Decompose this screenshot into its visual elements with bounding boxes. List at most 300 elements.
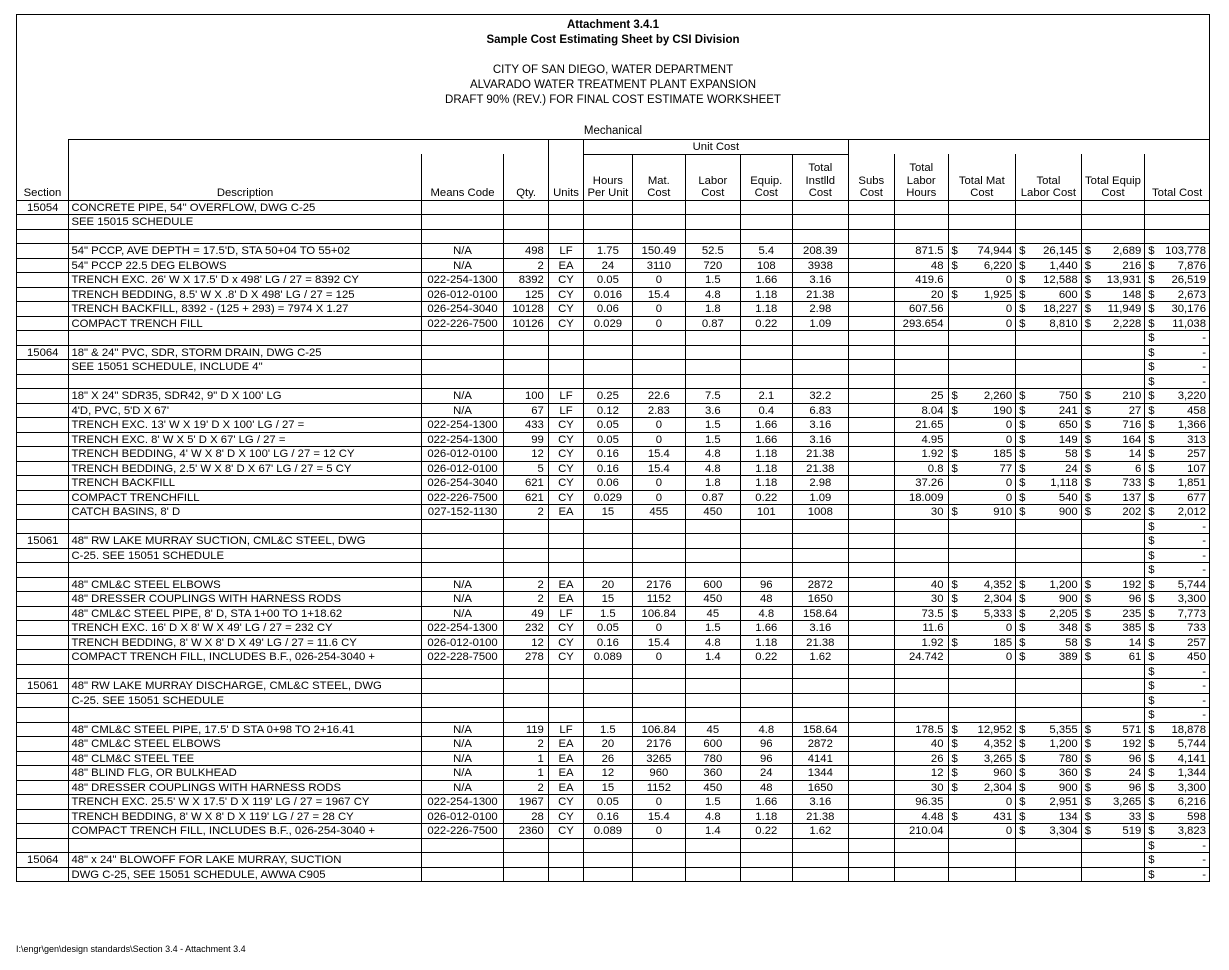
means-code-cell: 026-012-0100 bbox=[421, 447, 504, 462]
total-labor-hours-cell bbox=[895, 853, 948, 868]
amount-value: 96 bbox=[1128, 752, 1142, 765]
table-row bbox=[17, 200, 1210, 215]
total-labor-hours-cell bbox=[895, 563, 948, 578]
col-total-equip-cost bbox=[1081, 154, 1145, 200]
means-code-cell: 022-254-1300 bbox=[421, 795, 504, 810]
units-cell: CY bbox=[548, 432, 583, 447]
amount-value: 571 bbox=[1122, 723, 1142, 736]
amount-value: - bbox=[1202, 665, 1206, 678]
qty-cell bbox=[504, 548, 548, 563]
header-row bbox=[17, 154, 1210, 200]
units-cell: EA bbox=[548, 780, 583, 795]
header-cell bbox=[548, 140, 583, 155]
currency-symbol: $ bbox=[1019, 303, 1026, 315]
amount-value: 202 bbox=[1122, 506, 1142, 518]
description-cell bbox=[69, 374, 421, 389]
amount-value: 900 bbox=[1058, 506, 1078, 518]
total-equip-cost-cell bbox=[1081, 490, 1145, 505]
total-equip-cost-cell bbox=[1081, 476, 1145, 491]
currency-symbol: $ bbox=[1148, 332, 1155, 344]
total-equip-cost-cell bbox=[1081, 621, 1145, 636]
total-cost-cell bbox=[1145, 780, 1210, 795]
amount-value: 750 bbox=[1058, 390, 1078, 402]
hours-per-unit-cell bbox=[584, 360, 632, 375]
total-cost-cell bbox=[1145, 853, 1210, 868]
mat-cost-cell: 106.84 bbox=[632, 606, 685, 621]
means-code-cell: 022-226-7500 bbox=[421, 490, 504, 505]
total-labor-hours-cell bbox=[895, 679, 948, 694]
amount-value: 0 bbox=[1005, 796, 1013, 808]
currency-symbol: $ bbox=[1019, 404, 1026, 417]
currency-symbol: $ bbox=[1019, 274, 1026, 286]
total-equip-cost-cell bbox=[1081, 316, 1145, 331]
currency-symbol: $ bbox=[1148, 404, 1155, 417]
table-row bbox=[17, 708, 1210, 723]
total-labor-hours-cell bbox=[895, 548, 948, 563]
total-mat-cost-cell bbox=[948, 519, 1016, 534]
total-labor-cost-cell bbox=[1016, 766, 1082, 781]
total-instld-cost-cell: 2.98 bbox=[793, 476, 849, 491]
units-cell: CY bbox=[548, 824, 583, 839]
total-instld-cost-cell: 208.39 bbox=[793, 244, 849, 259]
total-instld-cost-cell bbox=[793, 200, 849, 215]
total-cost-cell bbox=[1145, 418, 1210, 433]
currency-symbol: $ bbox=[1019, 578, 1026, 591]
currency-symbol: $ bbox=[1084, 752, 1091, 765]
subs-cost-cell bbox=[848, 664, 894, 679]
subs-cost-cell bbox=[848, 374, 894, 389]
amount-value: 716 bbox=[1122, 419, 1142, 431]
amount-value: 3,300 bbox=[1177, 593, 1206, 605]
amount-value: 11,038 bbox=[1172, 317, 1206, 330]
qty-cell bbox=[504, 693, 548, 708]
amount-value: 313 bbox=[1187, 433, 1206, 446]
currency-symbol: $ bbox=[1148, 346, 1155, 359]
total-labor-cost-cell bbox=[1016, 606, 1082, 621]
units-cell: EA bbox=[548, 766, 583, 781]
equip-cost-cell: 1.66 bbox=[740, 273, 792, 288]
header-line: Cost bbox=[1101, 187, 1125, 199]
section-cell bbox=[17, 505, 69, 520]
qty-cell bbox=[504, 563, 548, 578]
col-subs-cost bbox=[848, 154, 894, 200]
currency-symbol: $ bbox=[1084, 723, 1091, 736]
total-cost-cell bbox=[1145, 273, 1210, 288]
total-mat-cost-cell bbox=[948, 461, 1016, 476]
file-path-footer: I:\engr\gen\design standards\Section 3.4 - Attachment 3.4 bbox=[16, 944, 246, 954]
units-cell: CY bbox=[548, 418, 583, 433]
header-line: Total bbox=[909, 162, 934, 174]
table-row bbox=[17, 650, 1210, 665]
col-total-cost: Total Cost bbox=[1145, 154, 1210, 200]
amount-value: 185 bbox=[993, 448, 1013, 460]
total-equip-cost-cell bbox=[1081, 389, 1145, 404]
subs-cost-cell bbox=[848, 838, 894, 853]
amount-value: 3,823 bbox=[1177, 825, 1206, 837]
currency-symbol: $ bbox=[951, 752, 958, 765]
units-cell: CY bbox=[548, 316, 583, 331]
amount-value: 190 bbox=[993, 404, 1013, 417]
currency-symbol: $ bbox=[951, 245, 958, 257]
subs-cost-cell bbox=[848, 229, 894, 244]
total-labor-hours-cell: 1.92 bbox=[895, 635, 948, 650]
amount-value: 216 bbox=[1122, 259, 1142, 272]
total-mat-cost-cell bbox=[948, 577, 1016, 592]
currency-symbol: $ bbox=[1148, 535, 1155, 547]
col-total-labor-cost bbox=[1016, 154, 1082, 200]
subs-cost-cell bbox=[848, 316, 894, 331]
amount-value: 12,952 bbox=[977, 723, 1013, 736]
labor-cost-cell: 1.5 bbox=[686, 273, 740, 288]
section-cell bbox=[17, 650, 69, 665]
amount-value: 389 bbox=[1058, 651, 1078, 663]
total-labor-cost-cell bbox=[1016, 548, 1082, 563]
currency-symbol: $ bbox=[1148, 477, 1155, 489]
total-instld-cost-cell bbox=[793, 215, 849, 230]
equip-cost-cell bbox=[740, 838, 792, 853]
section-cell bbox=[17, 403, 69, 418]
mat-cost-cell bbox=[632, 853, 685, 868]
equip-cost-cell: 1.18 bbox=[740, 461, 792, 476]
subs-cost-cell bbox=[848, 606, 894, 621]
labor-cost-cell: 720 bbox=[686, 258, 740, 273]
mat-cost-cell: 0 bbox=[632, 316, 685, 331]
hours-per-unit-cell bbox=[584, 664, 632, 679]
means-code-cell bbox=[421, 534, 504, 549]
equip-cost-cell: 0.22 bbox=[740, 824, 792, 839]
total-equip-cost-cell bbox=[1081, 200, 1145, 215]
amount-value: 2,304 bbox=[983, 593, 1013, 605]
subs-cost-cell bbox=[848, 519, 894, 534]
mat-cost-cell: 3265 bbox=[632, 751, 685, 766]
currency-symbol: $ bbox=[1019, 651, 1026, 663]
currency-symbol: $ bbox=[1148, 419, 1155, 431]
amount-value: 148 bbox=[1122, 288, 1142, 301]
total-labor-cost-cell bbox=[1016, 664, 1082, 679]
amount-value: 450 bbox=[1187, 651, 1206, 663]
amount-value: 257 bbox=[1187, 636, 1206, 649]
units-cell: CY bbox=[548, 273, 583, 288]
subs-cost-cell bbox=[848, 273, 894, 288]
total-instld-cost-cell: 3.16 bbox=[793, 432, 849, 447]
total-labor-hours-cell: 96.35 bbox=[895, 795, 948, 810]
total-instld-cost-cell bbox=[793, 534, 849, 549]
means-code-cell bbox=[421, 548, 504, 563]
currency-symbol: $ bbox=[1019, 245, 1026, 257]
amount-value: 3,304 bbox=[1049, 825, 1078, 837]
means-code-cell bbox=[421, 838, 504, 853]
section-cell bbox=[17, 432, 69, 447]
currency-symbol: $ bbox=[1084, 578, 1091, 591]
currency-symbol: $ bbox=[1084, 651, 1091, 663]
amount-value: 3,265 bbox=[983, 752, 1013, 765]
total-mat-cost-cell bbox=[948, 418, 1016, 433]
hours-per-unit-cell: 0.16 bbox=[584, 809, 632, 824]
table-row bbox=[17, 476, 1210, 491]
unit-cost-group-header: Unit Cost bbox=[584, 140, 848, 155]
amount-value: 192 bbox=[1122, 578, 1142, 591]
description-cell: 48" DRESSER COUPLINGS WITH HARNESS RODS bbox=[69, 592, 421, 607]
total-instld-cost-cell: 2872 bbox=[793, 577, 849, 592]
total-equip-cost-cell bbox=[1081, 708, 1145, 723]
amount-value: 6,216 bbox=[1177, 796, 1206, 808]
col-mat-cost bbox=[632, 154, 685, 200]
subs-cost-cell bbox=[848, 867, 894, 882]
subs-cost-cell bbox=[848, 548, 894, 563]
qty-cell: 125 bbox=[504, 287, 548, 302]
means-code-cell: 026-254-3040 bbox=[421, 302, 504, 317]
mat-cost-cell: 1152 bbox=[632, 592, 685, 607]
mat-cost-cell: 0 bbox=[632, 418, 685, 433]
section-cell bbox=[17, 824, 69, 839]
amount-value: 3,220 bbox=[1177, 390, 1206, 402]
table-row bbox=[17, 867, 1210, 882]
header-line: Cost bbox=[970, 187, 994, 199]
hours-per-unit-cell: 20 bbox=[584, 737, 632, 752]
total-labor-cost-cell bbox=[1016, 273, 1082, 288]
total-cost-cell bbox=[1145, 461, 1210, 476]
total-mat-cost-cell bbox=[948, 215, 1016, 230]
header-line: Total Mat bbox=[958, 174, 1005, 187]
equip-cost-cell: 1.18 bbox=[740, 287, 792, 302]
total-labor-hours-cell: 21.65 bbox=[895, 418, 948, 433]
currency-symbol: $ bbox=[951, 259, 958, 272]
total-labor-hours-cell bbox=[895, 838, 948, 853]
mat-cost-cell bbox=[632, 534, 685, 549]
section-cell bbox=[17, 476, 69, 491]
table-row bbox=[17, 331, 1210, 346]
section-cell bbox=[17, 751, 69, 766]
total-instld-cost-cell bbox=[793, 331, 849, 346]
subs-cost-cell bbox=[848, 345, 894, 360]
section-cell bbox=[17, 287, 69, 302]
description-cell: TRENCH BEDDING, 8' W X 8' D X 49' LG / 27 = 11.6 CY bbox=[69, 635, 421, 650]
means-code-cell bbox=[421, 853, 504, 868]
mat-cost-cell bbox=[632, 867, 685, 882]
currency-symbol: $ bbox=[1019, 390, 1026, 402]
total-instld-cost-cell: 158.64 bbox=[793, 606, 849, 621]
currency-symbol: $ bbox=[1148, 462, 1155, 475]
total-instld-cost-cell: 3.16 bbox=[793, 795, 849, 810]
total-labor-cost-cell bbox=[1016, 200, 1082, 215]
hours-per-unit-cell: 0.05 bbox=[584, 418, 632, 433]
subs-cost-cell bbox=[848, 708, 894, 723]
units-cell: CY bbox=[548, 490, 583, 505]
total-equip-cost-cell bbox=[1081, 664, 1145, 679]
qty-cell: 99 bbox=[504, 432, 548, 447]
amount-value: 360 bbox=[1058, 767, 1078, 779]
total-labor-hours-cell: 210.04 bbox=[895, 824, 948, 839]
mat-cost-cell: 0 bbox=[632, 432, 685, 447]
total-labor-hours-cell: 30 bbox=[895, 505, 948, 520]
qty-cell: 2 bbox=[504, 592, 548, 607]
total-labor-cost-cell bbox=[1016, 374, 1082, 389]
currency-symbol: $ bbox=[1084, 245, 1091, 257]
currency-symbol: $ bbox=[1148, 491, 1155, 504]
means-code-cell bbox=[421, 693, 504, 708]
total-labor-cost-cell bbox=[1016, 229, 1082, 244]
amount-value: 0 bbox=[1005, 622, 1013, 634]
qty-cell: 621 bbox=[504, 490, 548, 505]
currency-symbol: $ bbox=[1019, 781, 1026, 794]
description-cell bbox=[69, 331, 421, 346]
means-code-cell: N/A bbox=[421, 577, 504, 592]
total-equip-cost-cell bbox=[1081, 360, 1145, 375]
total-equip-cost-cell bbox=[1081, 258, 1145, 273]
table-row bbox=[17, 258, 1210, 273]
total-labor-hours-cell: 37.26 bbox=[895, 476, 948, 491]
equip-cost-cell: 1.18 bbox=[740, 635, 792, 650]
mat-cost-cell bbox=[632, 374, 685, 389]
total-cost-cell bbox=[1145, 824, 1210, 839]
total-cost-cell bbox=[1145, 679, 1210, 694]
labor-cost-cell: 4.8 bbox=[686, 809, 740, 824]
mat-cost-cell: 150.49 bbox=[632, 244, 685, 259]
table-row bbox=[17, 780, 1210, 795]
currency-symbol: $ bbox=[1084, 477, 1091, 489]
hours-per-unit-cell bbox=[584, 679, 632, 694]
equip-cost-cell bbox=[740, 664, 792, 679]
description-cell: TRENCH BEDDING, 2.5' W X 8' D X 67' LG / 27 = 5 CY bbox=[69, 461, 421, 476]
section-cell bbox=[17, 577, 69, 592]
labor-cost-cell bbox=[686, 693, 740, 708]
total-mat-cost-cell bbox=[948, 244, 1016, 259]
header-line: Cost bbox=[701, 187, 725, 199]
total-labor-cost-cell bbox=[1016, 403, 1082, 418]
amount-value: 18,227 bbox=[1043, 303, 1078, 315]
equip-cost-cell bbox=[740, 534, 792, 549]
total-mat-cost-cell bbox=[948, 592, 1016, 607]
hours-per-unit-cell bbox=[584, 563, 632, 578]
total-cost-cell bbox=[1145, 621, 1210, 636]
total-instld-cost-cell bbox=[793, 374, 849, 389]
table-row bbox=[17, 215, 1210, 230]
amount-value: 6 bbox=[1134, 462, 1142, 475]
total-equip-cost-cell bbox=[1081, 853, 1145, 868]
total-labor-hours-cell: 30 bbox=[895, 780, 948, 795]
hours-per-unit-cell: 1.5 bbox=[584, 722, 632, 737]
equip-cost-cell: 96 bbox=[740, 737, 792, 752]
units-cell: LF bbox=[548, 722, 583, 737]
means-code-cell: N/A bbox=[421, 737, 504, 752]
total-instld-cost-cell bbox=[793, 229, 849, 244]
description-cell: 48" CML&C STEEL PIPE, 8' D, STA 1+00 TO 1+18.62 bbox=[69, 606, 421, 621]
equip-cost-cell: 0.22 bbox=[740, 316, 792, 331]
total-equip-cost-cell bbox=[1081, 403, 1145, 418]
total-instld-cost-cell bbox=[793, 867, 849, 882]
currency-symbol: $ bbox=[1148, 694, 1155, 707]
currency-symbol: $ bbox=[951, 506, 958, 518]
currency-symbol: $ bbox=[1084, 404, 1091, 417]
total-mat-cost-cell bbox=[948, 809, 1016, 824]
table-row bbox=[17, 766, 1210, 781]
total-mat-cost-cell bbox=[948, 708, 1016, 723]
total-instld-cost-cell bbox=[793, 693, 849, 708]
amount-value: 3,265 bbox=[1113, 796, 1142, 808]
currency-symbol: $ bbox=[1148, 361, 1155, 373]
amount-value: 6,220 bbox=[983, 259, 1013, 272]
currency-symbol: $ bbox=[1084, 622, 1091, 634]
table-row bbox=[17, 244, 1210, 259]
units-cell: CY bbox=[548, 302, 583, 317]
total-equip-cost-cell bbox=[1081, 563, 1145, 578]
total-labor-cost-cell bbox=[1016, 519, 1082, 534]
title-block bbox=[17, 15, 1209, 139]
department-line: CITY OF SAN DIEGO, WATER DEPARTMENT bbox=[492, 64, 734, 76]
amount-value: 4,141 bbox=[1177, 752, 1206, 765]
hours-per-unit-cell: 0.05 bbox=[584, 795, 632, 810]
description-cell: 48" RW LAKE MURRAY SUCTION, CML&C STEEL, DWG bbox=[69, 534, 421, 549]
description-cell bbox=[69, 563, 421, 578]
total-instld-cost-cell: 3938 bbox=[793, 258, 849, 273]
currency-symbol: $ bbox=[951, 390, 958, 402]
amount-value: 8,810 bbox=[1049, 317, 1078, 330]
amount-value: 24 bbox=[1065, 462, 1078, 475]
total-equip-cost-cell bbox=[1081, 722, 1145, 737]
amount-value: - bbox=[1202, 854, 1206, 866]
total-mat-cost-cell bbox=[948, 200, 1016, 215]
hours-per-unit-cell bbox=[584, 693, 632, 708]
qty-cell bbox=[504, 838, 548, 853]
header-cell bbox=[848, 140, 1209, 155]
currency-symbol: $ bbox=[1148, 245, 1155, 257]
currency-symbol: $ bbox=[1084, 781, 1091, 794]
total-labor-hours-cell bbox=[895, 693, 948, 708]
subs-cost-cell bbox=[848, 679, 894, 694]
amount-value: 1,344 bbox=[1177, 767, 1206, 779]
total-cost-cell bbox=[1145, 200, 1210, 215]
currency-symbol: $ bbox=[1019, 433, 1026, 446]
qty-cell bbox=[504, 360, 548, 375]
table-row bbox=[17, 592, 1210, 607]
table-row bbox=[17, 679, 1210, 694]
section-cell bbox=[17, 490, 69, 505]
total-labor-cost-cell bbox=[1016, 505, 1082, 520]
section-cell bbox=[17, 244, 69, 259]
qty-cell bbox=[504, 519, 548, 534]
total-labor-hours-cell: 11.6 bbox=[895, 621, 948, 636]
amount-value: 1,925 bbox=[983, 288, 1013, 301]
means-code-cell: N/A bbox=[421, 592, 504, 607]
total-equip-cost-cell bbox=[1081, 867, 1145, 882]
section-cell bbox=[17, 780, 69, 795]
currency-symbol: $ bbox=[1019, 419, 1026, 431]
labor-cost-cell bbox=[686, 374, 740, 389]
table-row bbox=[17, 664, 1210, 679]
equip-cost-cell bbox=[740, 708, 792, 723]
total-labor-cost-cell bbox=[1016, 244, 1082, 259]
total-instld-cost-cell: 1650 bbox=[793, 592, 849, 607]
equip-cost-cell bbox=[740, 345, 792, 360]
qty-cell: 12 bbox=[504, 447, 548, 462]
currency-symbol: $ bbox=[1019, 317, 1026, 330]
qty-cell: 100 bbox=[504, 389, 548, 404]
description-cell: COMPACT TRENCHFILL bbox=[69, 490, 421, 505]
amount-value: 5,744 bbox=[1177, 578, 1206, 591]
section-cell bbox=[17, 389, 69, 404]
amount-value: 650 bbox=[1058, 419, 1078, 431]
amount-value: 26,145 bbox=[1043, 245, 1078, 257]
total-cost-cell bbox=[1145, 287, 1210, 302]
currency-symbol: $ bbox=[1019, 607, 1026, 620]
total-labor-cost-cell bbox=[1016, 476, 1082, 491]
means-code-cell: 022-254-1300 bbox=[421, 418, 504, 433]
total-labor-cost-cell bbox=[1016, 287, 1082, 302]
total-labor-cost-cell bbox=[1016, 360, 1082, 375]
amount-value: 519 bbox=[1122, 825, 1142, 837]
currency-symbol: $ bbox=[1084, 448, 1091, 460]
mat-cost-cell bbox=[632, 679, 685, 694]
